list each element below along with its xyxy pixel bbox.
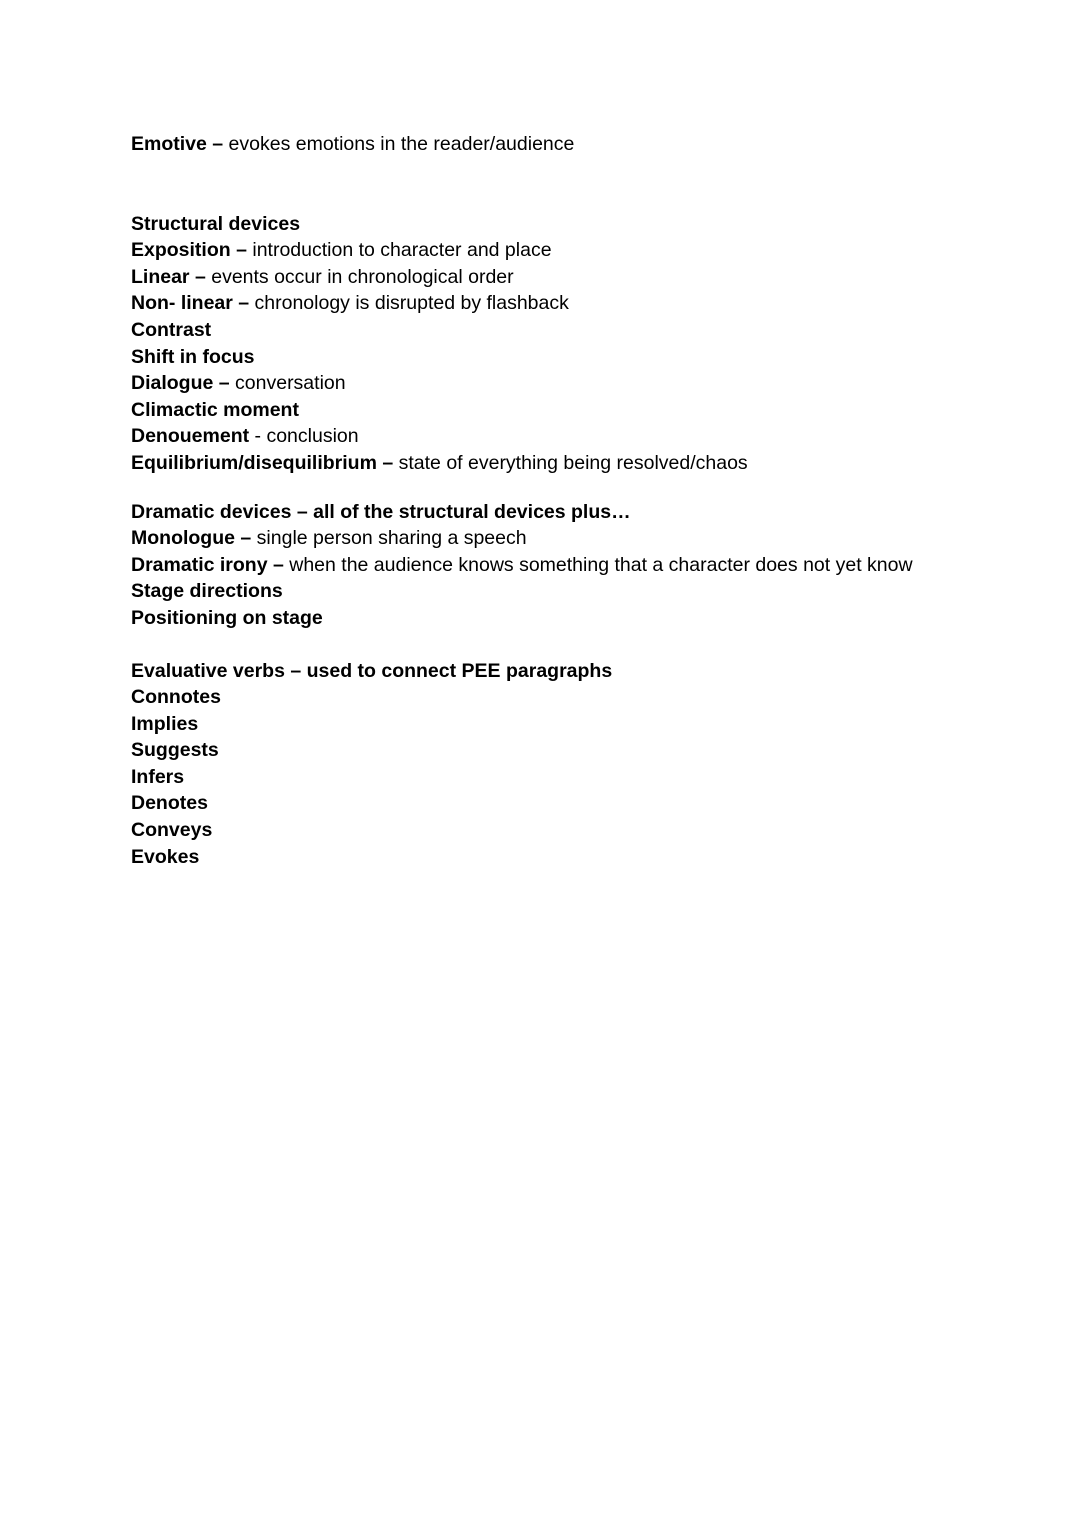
term: Dramatic irony bbox=[131, 553, 268, 576]
dramatic-item bbox=[131, 525, 1031, 552]
definition: introduction to character and place bbox=[252, 239, 552, 262]
structural-item bbox=[131, 423, 1031, 450]
evaluative-verb: Implies bbox=[131, 712, 199, 735]
term: Climactic moment bbox=[131, 398, 299, 421]
spacer bbox=[131, 158, 1031, 211]
definition: state of everything being resolved/chaos bbox=[398, 451, 748, 474]
separator: – bbox=[230, 239, 253, 262]
definition: conclusion bbox=[266, 425, 359, 448]
separator: – bbox=[232, 292, 255, 315]
separator: – bbox=[189, 265, 212, 288]
structural-item bbox=[131, 397, 1031, 424]
definition: chronology is disrupted by flashback bbox=[254, 292, 569, 315]
separator: – bbox=[206, 133, 229, 155]
structural-item bbox=[131, 344, 1031, 371]
evaluative-verb: Infers bbox=[131, 765, 185, 788]
emotive-entry bbox=[131, 131, 1031, 158]
glossary-content bbox=[131, 131, 1031, 870]
term: Non- linear bbox=[131, 292, 233, 315]
definition: events occur in chronological order bbox=[211, 265, 514, 288]
term: Linear bbox=[131, 265, 190, 288]
term: Monologue bbox=[131, 527, 235, 550]
separator: – bbox=[213, 372, 236, 395]
evaluative-verb: Connotes bbox=[131, 686, 221, 709]
term: Emotive bbox=[131, 133, 207, 155]
spacer bbox=[131, 477, 1031, 499]
separator: – bbox=[234, 527, 257, 550]
term: Equilibrium/disequilibrium bbox=[131, 451, 377, 474]
dramatic-item bbox=[131, 578, 1031, 605]
term: Contrast bbox=[131, 318, 212, 341]
structural-item bbox=[131, 450, 1031, 477]
evaluative-verb: Denotes bbox=[131, 792, 208, 815]
evaluative-verb: Conveys bbox=[131, 819, 213, 842]
term: Denouement bbox=[131, 425, 250, 448]
structural-item bbox=[131, 370, 1031, 397]
definition: when the audience knows something that a character does not yet know bbox=[289, 553, 913, 576]
separator: – bbox=[267, 553, 290, 576]
dramatic-item bbox=[131, 552, 1031, 579]
dramatic-devices-heading: Dramatic devices – all of the structural devices plus… bbox=[131, 500, 631, 523]
term: Shift in focus bbox=[131, 345, 255, 368]
term: Positioning on stage bbox=[131, 606, 323, 629]
structural-item bbox=[131, 264, 1031, 291]
structural-item bbox=[131, 317, 1031, 344]
evaluative-verbs-heading: Evaluative verbs – used to connect PEE paragraphs bbox=[131, 659, 613, 682]
evaluative-verb: Suggests bbox=[131, 739, 219, 762]
term: Exposition bbox=[131, 239, 231, 262]
evaluative-verb: Evokes bbox=[131, 845, 200, 868]
term: Stage directions bbox=[131, 580, 283, 603]
definition: evokes emotions in the reader/audience bbox=[228, 133, 575, 155]
term: Dialogue bbox=[131, 372, 214, 395]
separator: – bbox=[376, 451, 399, 474]
separator: - bbox=[249, 425, 267, 448]
spacer bbox=[131, 632, 1031, 658]
structural-devices-heading: Structural devices bbox=[131, 212, 301, 235]
dramatic-item bbox=[131, 605, 1031, 632]
definition: conversation bbox=[235, 372, 346, 395]
structural-item bbox=[131, 237, 1031, 264]
structural-item bbox=[131, 290, 1031, 317]
definition: single person sharing a speech bbox=[256, 527, 527, 550]
